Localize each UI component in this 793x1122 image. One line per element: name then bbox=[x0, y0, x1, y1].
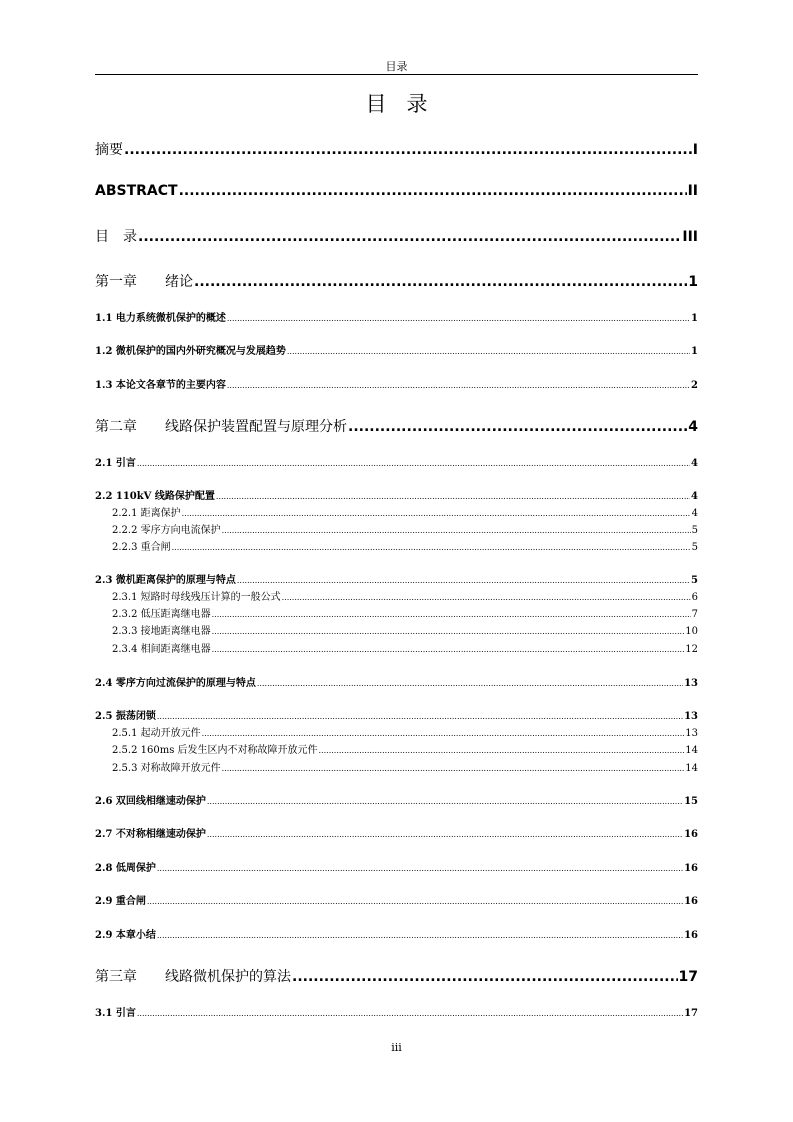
leader-dots bbox=[124, 142, 692, 158]
toc-entry-label: 2.9 重合闸 bbox=[95, 896, 146, 907]
leader-dots bbox=[147, 897, 683, 906]
leader-dots bbox=[212, 610, 691, 619]
running-header: 目录 bbox=[385, 60, 408, 73]
toc-entry-label: 2.5.2 160ms 后发生区内不对称故障开放元件 bbox=[112, 745, 318, 756]
toc-entry-2-5-2[interactable] bbox=[95, 741, 698, 756]
leader-dots bbox=[157, 864, 683, 873]
leader-dots bbox=[207, 830, 683, 839]
toc-entry-label: 2.3.1 短路时母线残压计算的一般公式 bbox=[112, 592, 281, 603]
toc-entry-page: 10 bbox=[685, 626, 698, 637]
toc-entry-2-2-3[interactable] bbox=[95, 538, 698, 553]
leader-dots bbox=[282, 593, 691, 602]
toc-entry-2-7[interactable] bbox=[95, 825, 698, 840]
toc-entry-label: 目 录 bbox=[95, 229, 137, 245]
toc-entry-2-5[interactable] bbox=[95, 707, 698, 722]
toc-entry-page: 17 bbox=[678, 969, 698, 985]
toc-entry-abstract-cn[interactable] bbox=[95, 139, 698, 159]
toc-entry-page: 13 bbox=[685, 728, 698, 739]
leader-dots bbox=[202, 729, 685, 738]
leader-dots bbox=[227, 381, 690, 390]
toc-entry-label: 2.2.2 零序方向电流保护 bbox=[112, 525, 221, 536]
toc-entry-label: 2.5 振荡闭锁 bbox=[95, 711, 156, 722]
toc-entry-2-3[interactable] bbox=[95, 571, 698, 586]
toc-entry-2-2[interactable] bbox=[95, 487, 698, 502]
toc-entry-label: 2.3.3 接地距离继电器 bbox=[112, 626, 211, 637]
leader-dots bbox=[257, 679, 683, 688]
toc-entry-page: 16 bbox=[684, 896, 698, 907]
toc-entry-page: 14 bbox=[685, 745, 698, 756]
toc-entry-page: 5 bbox=[691, 525, 698, 536]
toc-entry-label: 线路微机保护的算法 bbox=[165, 969, 291, 985]
leader-dots bbox=[237, 576, 690, 585]
leader-dots bbox=[348, 419, 687, 435]
toc-entry-page: 13 bbox=[684, 711, 698, 722]
toc-entry-label: 1.2 微机保护的国内外研究概况与发展趋势 bbox=[95, 346, 286, 357]
leader-dots bbox=[138, 229, 681, 245]
toc-entry-2-9-reclose[interactable] bbox=[95, 892, 698, 907]
toc-entry-label: ABSTRACT bbox=[95, 183, 178, 199]
toc-entry-page: 1 bbox=[688, 274, 698, 290]
toc-entry-page: I bbox=[692, 142, 698, 158]
toc-entry-3-1[interactable] bbox=[95, 1004, 698, 1019]
toc-entry-1-1[interactable] bbox=[95, 309, 698, 324]
toc-entry-label: 2.2.3 重合闸 bbox=[112, 542, 171, 553]
toc-entry-label: 1.1 电力系统微机保护的概述 bbox=[95, 313, 226, 324]
leader-dots bbox=[137, 459, 690, 468]
toc-entry-label: 2.1 引言 bbox=[95, 458, 136, 469]
leader-dots bbox=[216, 492, 690, 501]
toc-entry-page: 16 bbox=[684, 930, 698, 941]
toc-entry-2-6[interactable] bbox=[95, 792, 698, 807]
toc-entry-page: III bbox=[682, 229, 698, 245]
toc-entry-2-3-1[interactable] bbox=[95, 588, 698, 603]
toc-entry-page: 16 bbox=[684, 863, 698, 874]
toc-entry-label: 2.5.1 起动开放元件 bbox=[112, 728, 201, 739]
leader-dots bbox=[222, 764, 685, 773]
toc-entry-page: 16 bbox=[684, 829, 698, 840]
leader-dots bbox=[182, 509, 691, 518]
toc-entry-page: II bbox=[687, 183, 698, 199]
toc-entry-2-9-summary[interactable] bbox=[95, 926, 698, 941]
toc-entry-2-8[interactable] bbox=[95, 859, 698, 874]
toc-entry-page: 4 bbox=[691, 508, 698, 519]
leader-dots bbox=[292, 969, 678, 985]
toc-entry-2-4[interactable] bbox=[95, 674, 698, 689]
page-title: 目录 bbox=[365, 92, 448, 116]
toc-entry-label: 2.9 本章小结 bbox=[95, 930, 156, 941]
toc-entry-2-5-3[interactable] bbox=[95, 759, 698, 774]
toc-entry-page: 4 bbox=[688, 419, 698, 435]
leader-dots bbox=[319, 746, 685, 755]
leader-dots bbox=[157, 931, 683, 940]
toc-entry-label: 2.7 不对称相继速动保护 bbox=[95, 829, 206, 840]
toc-chapter-2[interactable] bbox=[95, 416, 698, 436]
leader-dots bbox=[157, 712, 683, 721]
leader-dots bbox=[212, 627, 685, 636]
leader-dots bbox=[222, 526, 691, 535]
toc-entry-2-3-3[interactable] bbox=[95, 622, 698, 637]
toc-entry-label: 绪论 bbox=[165, 274, 193, 290]
toc-entry-page: 4 bbox=[691, 491, 698, 502]
toc-entry-page: 6 bbox=[691, 592, 698, 603]
toc-entry-page: 4 bbox=[691, 458, 698, 469]
toc-entry-label: 2.6 双回线相继速动保护 bbox=[95, 796, 206, 807]
toc-entry-2-3-4[interactable] bbox=[95, 640, 698, 655]
toc-entry-page: 1 bbox=[691, 313, 698, 324]
page-number: iii bbox=[391, 1041, 402, 1054]
toc-entry-label: 2.5.3 对称故障开放元件 bbox=[112, 763, 221, 774]
toc-entry-page: 7 bbox=[691, 609, 698, 620]
toc-chapter-number: 第三章 bbox=[95, 969, 137, 985]
toc-entry-label: 2.8 低周保护 bbox=[95, 863, 156, 874]
toc-entry-page: 5 bbox=[691, 575, 698, 586]
leader-dots bbox=[137, 1009, 683, 1018]
toc-entry-2-1[interactable] bbox=[95, 454, 698, 469]
leader-dots bbox=[287, 347, 690, 356]
toc-entry-label: 线路保护装置配置与原理分析 bbox=[165, 419, 347, 435]
toc-entry-page: 1 bbox=[691, 346, 698, 357]
toc-entry-2-3-2[interactable] bbox=[95, 605, 698, 620]
toc-entry-label: 2.3.4 相间距离继电器 bbox=[112, 644, 211, 655]
leader-dots bbox=[179, 183, 687, 199]
toc-chapter-number: 第二章 bbox=[95, 419, 137, 435]
toc-entry-page: 17 bbox=[684, 1008, 698, 1019]
toc-entry-page: 12 bbox=[685, 644, 698, 655]
toc-entry-label: 1.3 本论文各章节的主要内容 bbox=[95, 380, 226, 391]
toc-entry-page: 13 bbox=[684, 678, 698, 689]
toc-entry-label: 3.1 引言 bbox=[95, 1008, 136, 1019]
toc-entry-label: 2.3.2 低压距离继电器 bbox=[112, 609, 211, 620]
toc-entry-page: 2 bbox=[691, 380, 698, 391]
toc-entry-label: 2.3 微机距离保护的原理与特点 bbox=[95, 575, 236, 586]
toc-entry-2-2-1[interactable] bbox=[95, 504, 698, 519]
toc-entry-page: 14 bbox=[685, 763, 698, 774]
toc-entry-page: 15 bbox=[684, 796, 698, 807]
toc-entry-page: 5 bbox=[691, 542, 698, 553]
toc-chapter-1[interactable] bbox=[95, 271, 698, 291]
toc-entry-label: 2.2 110kV 线路保护配置 bbox=[95, 491, 215, 502]
toc-entry-label: 摘要 bbox=[95, 142, 123, 158]
header-rule bbox=[95, 74, 698, 75]
toc-entry-label: 2.2.1 距离保护 bbox=[112, 508, 181, 519]
toc-chapter-number: 第一章 bbox=[95, 274, 137, 290]
leader-dots bbox=[207, 797, 683, 806]
leader-dots bbox=[227, 314, 690, 323]
leader-dots bbox=[194, 274, 687, 290]
toc-entry-1-2[interactable] bbox=[95, 342, 698, 357]
toc-entry-label: 2.4 零序方向过流保护的原理与特点 bbox=[95, 678, 256, 689]
toc-chapter-3[interactable] bbox=[95, 966, 698, 986]
toc-entry-abstract-en[interactable] bbox=[95, 183, 698, 199]
toc-entry-2-5-1[interactable] bbox=[95, 724, 698, 739]
leader-dots bbox=[172, 543, 691, 552]
toc-entry-2-2-2[interactable] bbox=[95, 521, 698, 536]
toc-entry-1-3[interactable] bbox=[95, 376, 698, 391]
toc-entry-contents[interactable] bbox=[95, 226, 698, 246]
leader-dots bbox=[212, 645, 685, 654]
